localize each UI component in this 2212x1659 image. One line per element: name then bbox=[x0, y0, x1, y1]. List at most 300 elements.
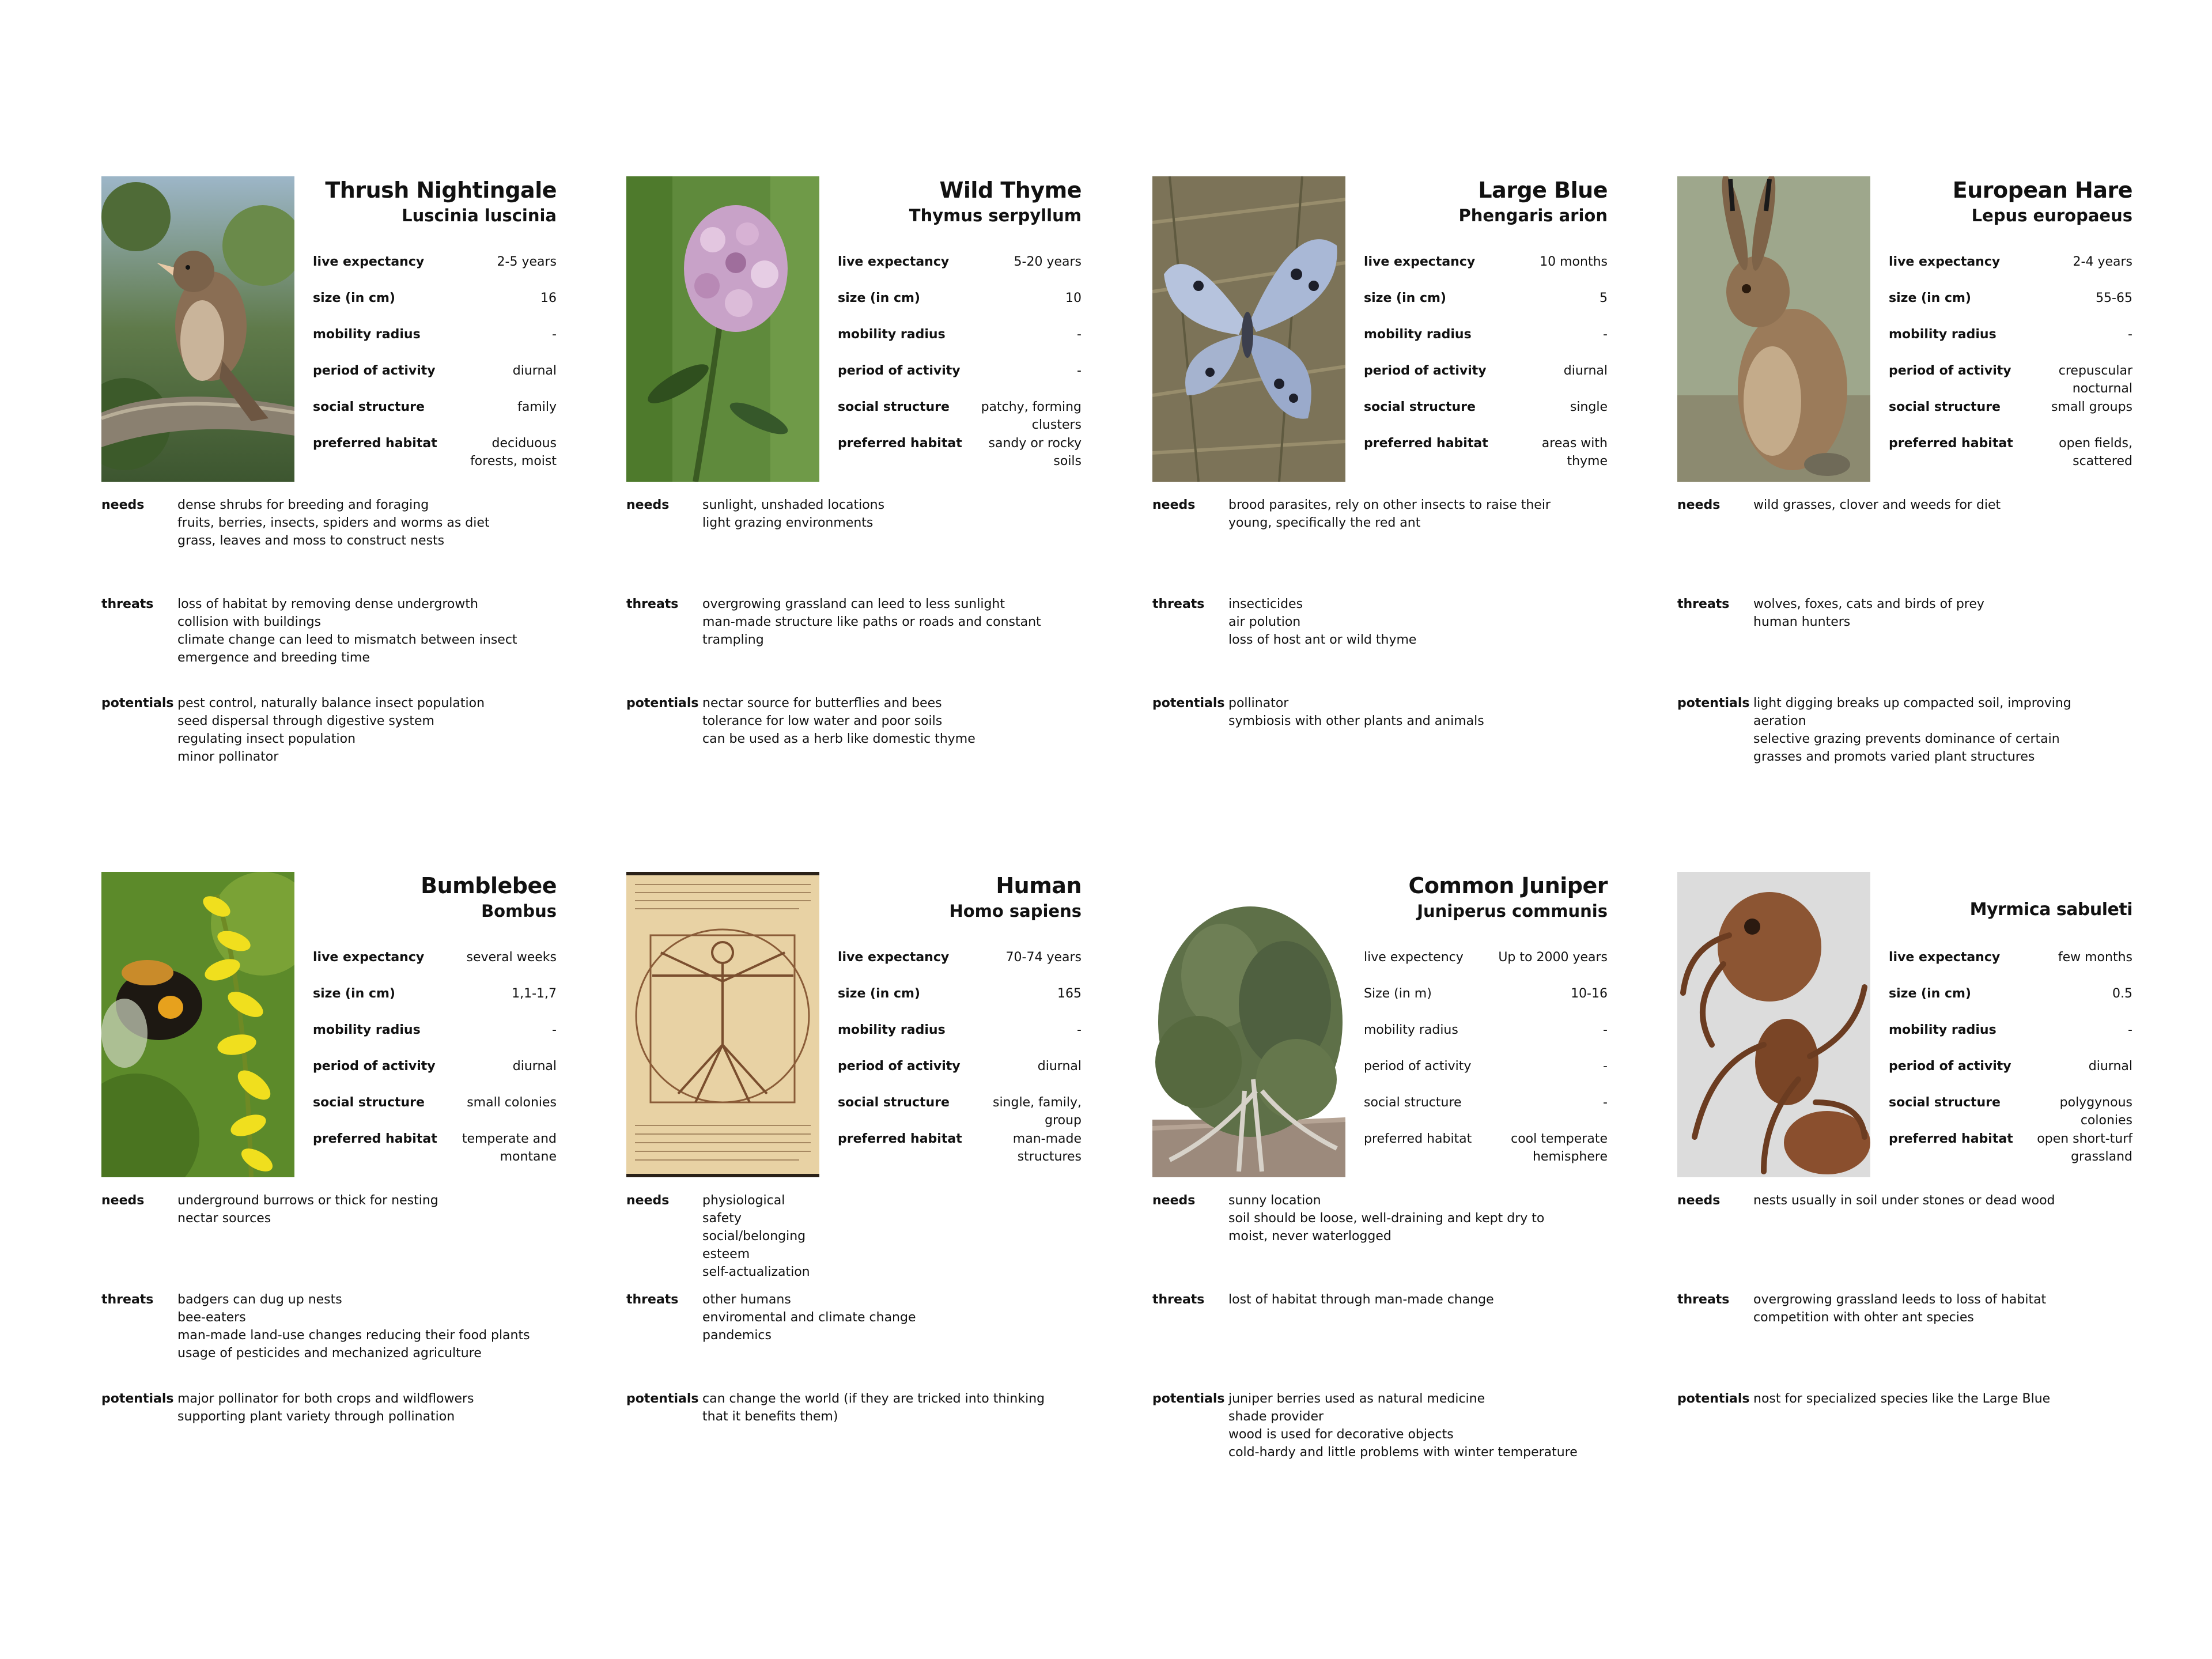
property-value: single bbox=[1570, 400, 1608, 414]
property-list bbox=[1364, 253, 1608, 470]
property-key: preferred habitat bbox=[838, 1132, 962, 1146]
threats-label: threats bbox=[626, 597, 679, 611]
needs-label: needs bbox=[1152, 498, 1196, 512]
property-value: 10 bbox=[1065, 291, 1082, 305]
title-block bbox=[294, 176, 557, 227]
needs-section bbox=[626, 496, 1082, 532]
list-item: nectar source for butterflies and bees bbox=[702, 696, 942, 711]
property-key: preferred habitat bbox=[313, 1132, 437, 1146]
threats-section bbox=[1152, 1291, 1608, 1309]
property-value: sandy or rocky soils bbox=[988, 436, 1082, 468]
property-key: period of activity bbox=[1889, 1059, 2011, 1074]
property-key: social structure bbox=[1889, 400, 2001, 414]
title-block bbox=[294, 872, 557, 923]
list-item: underground burrows or thick for nesting bbox=[177, 1193, 438, 1208]
property-key: social structure bbox=[838, 1095, 950, 1110]
property-row bbox=[1889, 985, 2132, 1021]
property-key: social structure bbox=[313, 1095, 425, 1110]
property-row bbox=[838, 1057, 1082, 1094]
species-card-european-hare bbox=[1677, 176, 2132, 764]
property-key: social structure bbox=[313, 400, 425, 414]
common-name: Thrush Nightingale bbox=[325, 177, 557, 203]
species-card-wild-thyme bbox=[626, 176, 1082, 753]
property-key: live expectancy bbox=[1364, 255, 1476, 269]
scientific-name: Lepus europaeus bbox=[1971, 206, 2132, 225]
property-row bbox=[1889, 1130, 2132, 1166]
property-row bbox=[1889, 362, 2132, 398]
needs-label: needs bbox=[101, 1193, 145, 1208]
list-item: human hunters bbox=[1753, 615, 1851, 629]
property-row bbox=[313, 289, 557, 326]
potentials-section bbox=[626, 1390, 1082, 1426]
property-key: mobility radius bbox=[1364, 1023, 1458, 1037]
property-key: size (in cm) bbox=[838, 291, 920, 305]
common-name: Human bbox=[996, 873, 1082, 898]
list-item: juniper berries used as natural medicine bbox=[1228, 1392, 1485, 1406]
list-item: tolerance for low water and poor soils bbox=[702, 714, 943, 728]
list-item: safety bbox=[702, 1211, 742, 1226]
needs-label: needs bbox=[101, 498, 145, 512]
list-item: soil should be loose, well-draining and kept dry to bbox=[1228, 1211, 1545, 1226]
threats-section bbox=[1677, 1291, 2132, 1327]
property-key: mobility radius bbox=[838, 327, 946, 342]
list-item: sunlight, unshaded locations bbox=[702, 498, 885, 512]
property-row bbox=[838, 362, 1082, 398]
list-item: collision with buildings bbox=[177, 615, 322, 629]
list-item: loss of host ant or wild thyme bbox=[1228, 633, 1417, 647]
list-item: wild grasses, clover and weeds for diet bbox=[1753, 498, 2001, 512]
potentials-section bbox=[101, 694, 557, 766]
property-value: - bbox=[2128, 1023, 2132, 1037]
list-item: lost of habitat through man-made change bbox=[1228, 1293, 1494, 1307]
needs-label: needs bbox=[626, 1193, 670, 1208]
property-value: 5-20 years bbox=[1014, 255, 1082, 269]
list-item: pandemics bbox=[702, 1328, 772, 1343]
property-key: live expectancy bbox=[1889, 255, 2001, 269]
species-card-common-juniper bbox=[1152, 872, 1608, 1460]
title-block bbox=[1345, 176, 1608, 227]
threats-section bbox=[626, 1291, 1082, 1344]
property-key: social structure bbox=[1889, 1095, 2001, 1110]
threats-label: threats bbox=[101, 597, 154, 611]
potentials-label: potentials bbox=[626, 696, 699, 711]
property-row bbox=[838, 1021, 1082, 1057]
property-row bbox=[1889, 326, 2132, 362]
property-value: - bbox=[1603, 1059, 1608, 1074]
list-item: sunny location bbox=[1228, 1193, 1321, 1208]
property-row bbox=[1889, 398, 2132, 434]
list-item: can change the world (if they are tricked into thinking bbox=[702, 1392, 1045, 1406]
potentials-label: potentials bbox=[1152, 696, 1225, 711]
needs-label: needs bbox=[626, 498, 670, 512]
list-item: pest control, naturally balance insect population bbox=[177, 696, 485, 711]
property-row bbox=[313, 1130, 557, 1166]
potentials-label: potentials bbox=[101, 696, 174, 711]
property-row bbox=[838, 434, 1082, 470]
property-value: several weeks bbox=[466, 950, 557, 965]
common-name: Common Juniper bbox=[1408, 873, 1608, 898]
property-row bbox=[313, 253, 557, 289]
property-key: preferred habitat bbox=[1889, 436, 2013, 451]
property-key: period of activity bbox=[313, 1059, 436, 1074]
list-item: aeration bbox=[1753, 714, 1806, 728]
list-item: nost for specialized species like the Large Blue bbox=[1753, 1392, 2051, 1406]
property-key: size (in cm) bbox=[313, 987, 395, 1001]
property-row bbox=[1364, 362, 1608, 398]
property-row bbox=[1889, 948, 2132, 985]
property-value: open short-turf grassland bbox=[2037, 1132, 2132, 1164]
property-value: - bbox=[2128, 327, 2132, 342]
threats-label: threats bbox=[101, 1293, 154, 1307]
property-key: preferred habitat bbox=[1364, 436, 1488, 451]
list-item: wolves, foxes, cats and birds of prey bbox=[1753, 597, 1984, 611]
property-value: cool temperate hemisphere bbox=[1511, 1132, 1608, 1164]
property-value: - bbox=[1603, 1095, 1608, 1110]
threats-label: threats bbox=[626, 1293, 679, 1307]
property-value: diurnal bbox=[512, 364, 557, 378]
property-key: live expectancy bbox=[838, 255, 950, 269]
scientific-name: Homo sapiens bbox=[949, 901, 1082, 921]
property-value: 1,1-1,7 bbox=[512, 987, 557, 1001]
potentials-label: potentials bbox=[1677, 696, 1750, 711]
property-row bbox=[1889, 1094, 2132, 1130]
property-value: few months bbox=[2058, 950, 2132, 965]
property-key: live expectancy bbox=[313, 950, 425, 965]
property-value: small colonies bbox=[467, 1095, 557, 1110]
list-item: badgers can dug up nests bbox=[177, 1293, 342, 1307]
property-value: - bbox=[1077, 327, 1082, 342]
potentials-section bbox=[1152, 694, 1608, 730]
property-row bbox=[1889, 1057, 2132, 1094]
property-row bbox=[838, 985, 1082, 1021]
needs-label: needs bbox=[1152, 1193, 1196, 1208]
list-item: overgrowing grassland can leed to less sunlight bbox=[702, 597, 1005, 611]
threats-label: threats bbox=[1152, 597, 1205, 611]
scientific-name: Thymus serpyllum bbox=[909, 206, 1082, 225]
list-item: minor pollinator bbox=[177, 750, 279, 764]
property-row bbox=[1364, 398, 1608, 434]
potentials-section bbox=[1152, 1390, 1608, 1461]
property-key: period of activity bbox=[1364, 1059, 1472, 1074]
common-name: Wild Thyme bbox=[939, 177, 1082, 203]
list-item: cold-hardy and little problems with winter temperature bbox=[1228, 1445, 1578, 1460]
property-row bbox=[838, 253, 1082, 289]
property-list bbox=[838, 253, 1082, 470]
property-row bbox=[313, 362, 557, 398]
title-block bbox=[1870, 872, 2132, 924]
threats-section bbox=[101, 1291, 557, 1362]
threats-label: threats bbox=[1677, 597, 1730, 611]
list-item: that it benefits them) bbox=[702, 1409, 838, 1424]
list-item: wood is used for decorative objects bbox=[1228, 1427, 1454, 1442]
needs-section bbox=[1152, 496, 1608, 532]
property-row bbox=[1364, 326, 1608, 362]
common-name: Bumblebee bbox=[421, 873, 557, 898]
property-value: diurnal bbox=[2088, 1059, 2132, 1074]
list-item: other humans bbox=[702, 1293, 791, 1307]
list-item: man-made land-use changes reducing their food plants bbox=[177, 1328, 530, 1343]
property-key: mobility radius bbox=[838, 1023, 946, 1037]
list-item: bee-eaters bbox=[177, 1310, 246, 1325]
threats-label: threats bbox=[1677, 1293, 1730, 1307]
property-row bbox=[313, 985, 557, 1021]
potentials-section bbox=[626, 694, 1082, 748]
property-key: period of activity bbox=[1364, 364, 1487, 378]
property-row bbox=[1364, 1130, 1608, 1166]
property-value: open fields, scattered bbox=[2059, 436, 2132, 468]
property-key: size (in cm) bbox=[838, 987, 920, 1001]
list-item: grasses and promots varied plant structures bbox=[1753, 750, 2035, 764]
species-card-human bbox=[626, 872, 1082, 1448]
thyme-photo bbox=[626, 176, 819, 482]
species-card-thrush-nightingale bbox=[101, 176, 557, 764]
threats-section bbox=[101, 595, 557, 667]
property-row bbox=[838, 1094, 1082, 1130]
list-item: grass, leaves and moss to construct nests bbox=[177, 534, 445, 548]
property-value: 2-5 years bbox=[497, 255, 557, 269]
property-value: 10 months bbox=[1540, 255, 1608, 269]
list-item: symbiosis with other plants and animals bbox=[1228, 714, 1484, 728]
property-value: 0.5 bbox=[2112, 987, 2132, 1001]
species-card-large-blue bbox=[1152, 176, 1608, 753]
property-row bbox=[1364, 948, 1608, 985]
property-key: mobility radius bbox=[1889, 327, 1997, 342]
list-item: competition with ohter ant species bbox=[1753, 1310, 1974, 1325]
property-row bbox=[313, 398, 557, 434]
scientific-name: Bombus bbox=[481, 901, 557, 921]
property-key: social structure bbox=[838, 400, 950, 414]
potentials-label: potentials bbox=[626, 1392, 699, 1406]
list-item: climate change can leed to mismatch between insect bbox=[177, 633, 517, 647]
property-row bbox=[1364, 1057, 1608, 1094]
property-value: 5 bbox=[1600, 291, 1608, 305]
property-value: diurnal bbox=[512, 1059, 557, 1074]
list-item: supporting plant variety through pollination bbox=[177, 1409, 455, 1424]
list-item: man-made structure like paths or roads and constant bbox=[702, 615, 1041, 629]
potentials-label: potentials bbox=[1677, 1392, 1750, 1406]
list-item: light grazing environments bbox=[702, 516, 874, 530]
property-value: crepuscular nocturnal bbox=[2058, 364, 2132, 396]
vitruvian-man-drawing bbox=[626, 872, 819, 1177]
property-key: preferred habitat bbox=[313, 436, 437, 451]
property-key: mobility radius bbox=[1889, 1023, 1997, 1037]
property-key: preferred habitat bbox=[1889, 1132, 2013, 1146]
property-value: areas with thyme bbox=[1541, 436, 1608, 468]
property-key: social structure bbox=[1364, 400, 1476, 414]
property-value: 10-16 bbox=[1571, 987, 1608, 1001]
property-value: - bbox=[552, 1023, 557, 1037]
property-key: mobility radius bbox=[313, 1023, 421, 1037]
threats-label: threats bbox=[1152, 1293, 1205, 1307]
list-item: loss of habitat by removing dense undergrowth bbox=[177, 597, 478, 611]
list-item: emergence and breeding time bbox=[177, 651, 370, 665]
property-key: live expectancy bbox=[313, 255, 425, 269]
potentials-section bbox=[1677, 694, 2132, 766]
property-key: size (in cm) bbox=[313, 291, 395, 305]
needs-section bbox=[1152, 1192, 1608, 1245]
property-value: 16 bbox=[540, 291, 557, 305]
property-list bbox=[1889, 948, 2132, 1166]
property-value: Up to 2000 years bbox=[1498, 950, 1608, 965]
property-value: - bbox=[552, 327, 557, 342]
potentials-label: potentials bbox=[1152, 1392, 1225, 1406]
common-name: Myrmica sabuleti bbox=[1969, 900, 2132, 920]
property-value: small groups bbox=[2051, 400, 2132, 414]
property-key: preferred habitat bbox=[1364, 1132, 1472, 1146]
list-item: pollinator bbox=[1228, 696, 1289, 711]
property-value: temperate and montane bbox=[462, 1132, 557, 1164]
list-item: moist, never waterlogged bbox=[1228, 1229, 1392, 1244]
list-item: air polution bbox=[1228, 615, 1301, 629]
list-item: can be used as a herb like domestic thyme bbox=[702, 732, 975, 746]
property-key: preferred habitat bbox=[838, 436, 962, 451]
list-item: nests usually in soil under stones or dead wood bbox=[1753, 1193, 2055, 1208]
property-row bbox=[1364, 289, 1608, 326]
species-card-bumblebee bbox=[101, 872, 557, 1448]
property-row bbox=[1364, 434, 1608, 470]
butterfly-photo bbox=[1152, 176, 1345, 482]
property-value: diurnal bbox=[1037, 1059, 1082, 1074]
needs-section bbox=[1677, 496, 2132, 514]
property-list bbox=[838, 948, 1082, 1166]
property-row bbox=[1364, 253, 1608, 289]
property-key: mobility radius bbox=[313, 327, 421, 342]
property-value: diurnal bbox=[1563, 364, 1608, 378]
property-list bbox=[1889, 253, 2132, 470]
property-key: size (in cm) bbox=[1364, 291, 1446, 305]
needs-section bbox=[101, 496, 557, 550]
title-block bbox=[1870, 176, 2132, 227]
property-value: - bbox=[1603, 1023, 1608, 1037]
scientific-name: Phengaris arion bbox=[1458, 206, 1608, 225]
common-name: Large Blue bbox=[1478, 177, 1608, 203]
list-item: light digging breaks up compacted soil, improving bbox=[1753, 696, 2071, 711]
list-item: major pollinator for both crops and wildflowers bbox=[177, 1392, 474, 1406]
title-block bbox=[819, 872, 1082, 923]
property-row bbox=[313, 948, 557, 985]
property-row bbox=[1364, 1021, 1608, 1057]
list-item: self-actualization bbox=[702, 1265, 810, 1279]
list-item: brood parasites, rely on other insects to raise their bbox=[1228, 498, 1551, 512]
list-item: seed dispersal through digestive system bbox=[177, 714, 434, 728]
property-value: 2-4 years bbox=[2073, 255, 2132, 269]
property-value: 70-74 years bbox=[1005, 950, 1082, 965]
common-name: European Hare bbox=[1952, 177, 2132, 203]
list-item: young, specifically the red ant bbox=[1228, 516, 1421, 530]
property-value: man-made structures bbox=[1012, 1132, 1082, 1164]
property-key: period of activity bbox=[838, 1059, 961, 1074]
property-row bbox=[838, 948, 1082, 985]
property-row bbox=[838, 398, 1082, 434]
list-item: fruits, berries, insects, spiders and worms as diet bbox=[177, 516, 490, 530]
needs-section bbox=[101, 1192, 557, 1227]
property-row bbox=[1889, 434, 2132, 470]
property-key: size (in cm) bbox=[1889, 291, 1971, 305]
hare-photo bbox=[1677, 176, 1870, 482]
list-item: selective grazing prevents dominance of certain bbox=[1753, 732, 2060, 746]
threats-section bbox=[626, 595, 1082, 649]
ant-photo bbox=[1677, 872, 1870, 1177]
property-value: 165 bbox=[1057, 987, 1082, 1001]
potentials-label: potentials bbox=[101, 1392, 174, 1406]
list-item: trampling bbox=[702, 633, 764, 647]
list-item: shade provider bbox=[1228, 1409, 1324, 1424]
property-row bbox=[313, 434, 557, 470]
property-list bbox=[313, 948, 557, 1166]
property-value: deciduous forests, moist bbox=[470, 436, 557, 468]
property-list bbox=[313, 253, 557, 470]
property-key: social structure bbox=[1364, 1095, 1462, 1110]
property-key: period of activity bbox=[838, 364, 961, 378]
property-value: - bbox=[1077, 1023, 1082, 1037]
property-key: period of activity bbox=[313, 364, 436, 378]
property-key: live expectency bbox=[1364, 950, 1464, 965]
property-list bbox=[1364, 948, 1608, 1166]
property-value: patchy, forming clusters bbox=[981, 400, 1082, 432]
species-card-myrmica-sabuleti bbox=[1677, 872, 2132, 1448]
property-value: single, family, group bbox=[992, 1095, 1082, 1128]
property-row bbox=[313, 1057, 557, 1094]
property-key: Size (in m) bbox=[1364, 987, 1432, 1001]
list-item: physiological bbox=[702, 1193, 785, 1208]
potentials-section bbox=[101, 1390, 557, 1426]
property-key: live expectancy bbox=[1889, 950, 2001, 965]
property-value: 55-65 bbox=[2096, 291, 2132, 305]
needs-label: needs bbox=[1677, 1193, 1721, 1208]
property-row bbox=[1364, 985, 1608, 1021]
property-key: live expectancy bbox=[838, 950, 950, 965]
property-value: - bbox=[1077, 364, 1082, 378]
list-item: esteem bbox=[702, 1247, 750, 1261]
property-row bbox=[838, 1130, 1082, 1166]
property-row bbox=[1364, 1094, 1608, 1130]
property-row bbox=[1889, 289, 2132, 326]
property-row bbox=[313, 1094, 557, 1130]
list-item: enviromental and climate change bbox=[702, 1310, 916, 1325]
list-item: regulating insect population bbox=[177, 732, 356, 746]
needs-label: needs bbox=[1677, 498, 1721, 512]
property-row bbox=[838, 289, 1082, 326]
potentials-section bbox=[1677, 1390, 2132, 1408]
property-row bbox=[313, 326, 557, 362]
needs-section bbox=[1677, 1192, 2132, 1210]
bumblebee-photo bbox=[101, 872, 294, 1177]
scientific-name: Juniperus communis bbox=[1417, 901, 1608, 921]
list-item: usage of pesticides and mechanized agriculture bbox=[177, 1346, 482, 1361]
property-value: - bbox=[1603, 327, 1608, 342]
property-row bbox=[1889, 253, 2132, 289]
property-key: size (in cm) bbox=[1889, 987, 1971, 1001]
threats-section bbox=[1152, 595, 1608, 649]
list-item: nectar sources bbox=[177, 1211, 271, 1226]
scientific-name: Luscinia luscinia bbox=[402, 206, 557, 225]
list-item: dense shrubs for breeding and foraging bbox=[177, 498, 429, 512]
threats-section bbox=[1677, 595, 2132, 631]
property-row bbox=[313, 1021, 557, 1057]
nightingale-photo bbox=[101, 176, 294, 482]
property-value: family bbox=[517, 400, 557, 414]
title-block bbox=[1345, 872, 1608, 923]
property-row bbox=[838, 326, 1082, 362]
needs-section bbox=[626, 1192, 1082, 1281]
list-item: insecticides bbox=[1228, 597, 1303, 611]
list-item: overgrowing grassland leeds to loss of habitat bbox=[1753, 1293, 2047, 1307]
property-key: period of activity bbox=[1889, 364, 2011, 378]
property-value: polygynous colonies bbox=[2059, 1095, 2132, 1128]
title-block bbox=[819, 176, 1082, 227]
property-row bbox=[1889, 1021, 2132, 1057]
property-key: mobility radius bbox=[1364, 327, 1472, 342]
